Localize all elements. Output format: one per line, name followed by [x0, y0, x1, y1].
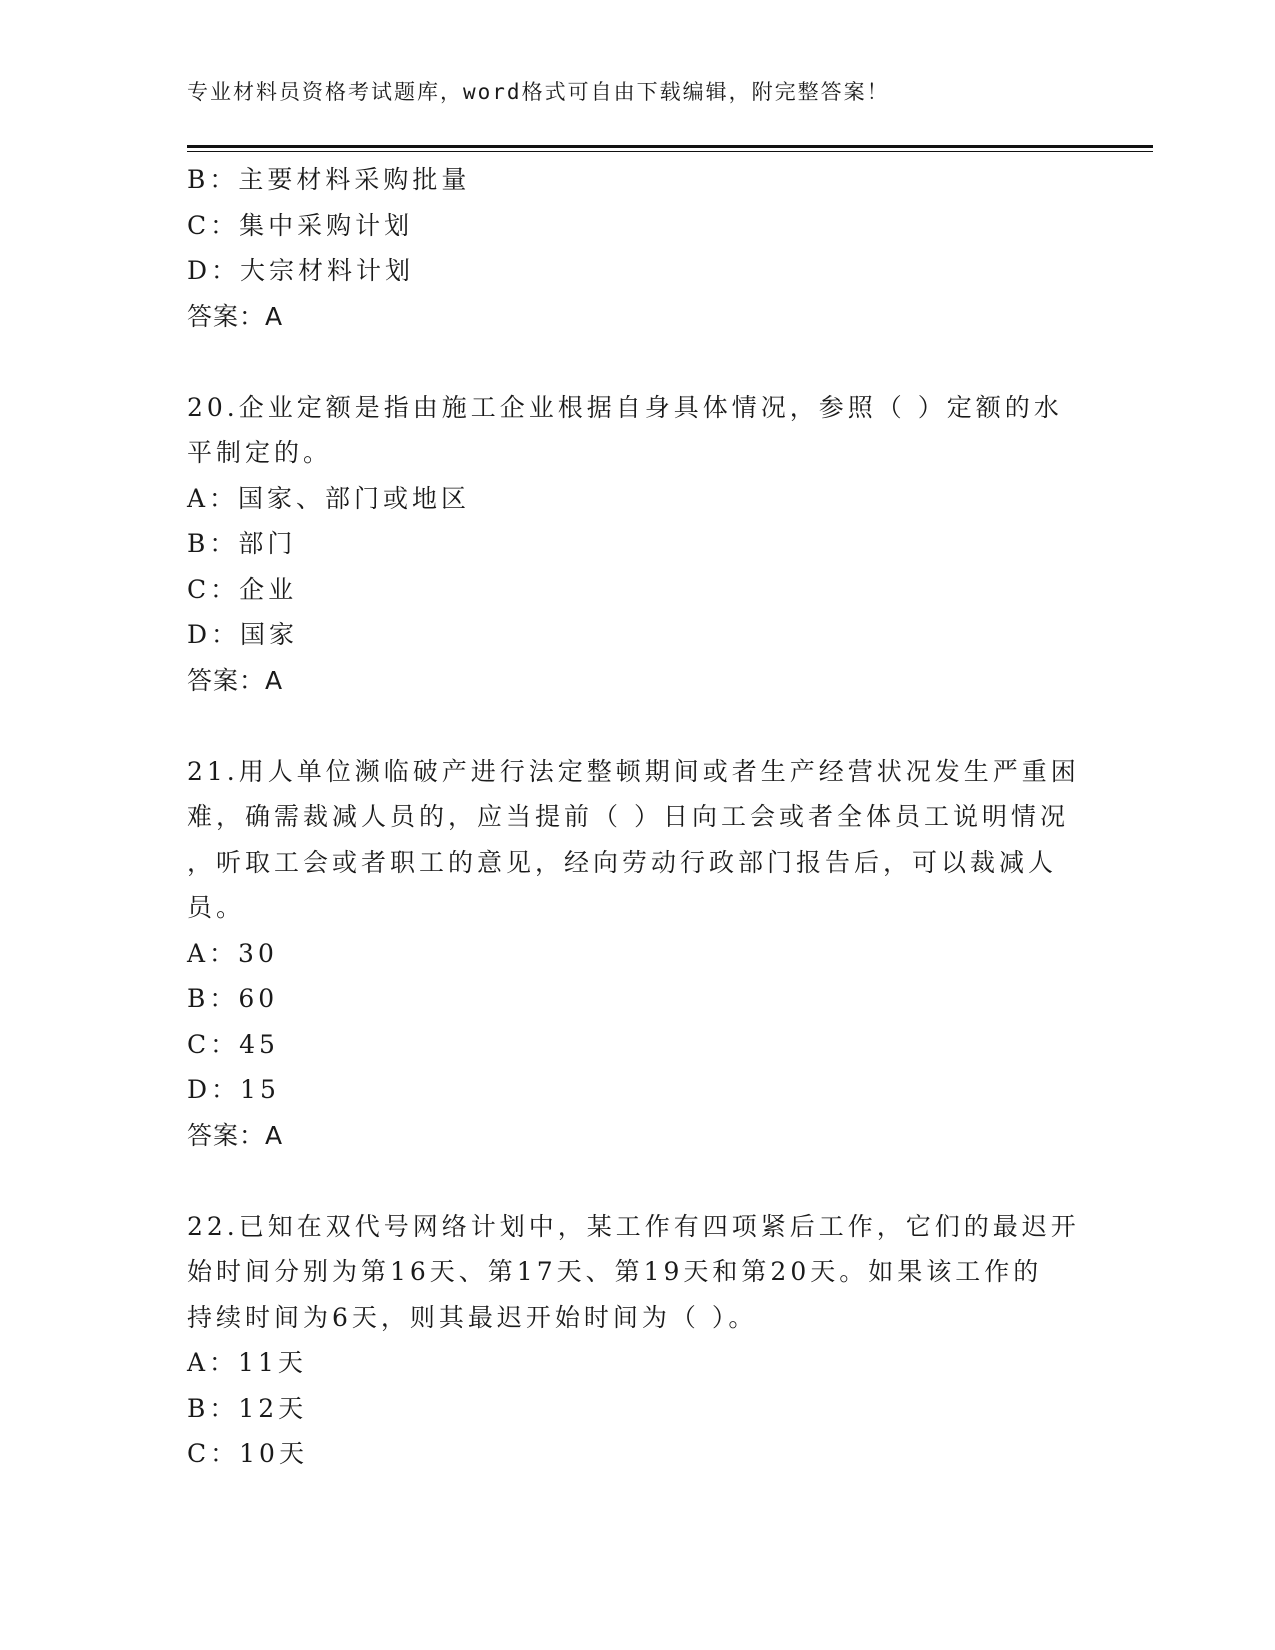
question-22 [187, 1204, 1087, 1477]
question-text-line: 员。 [187, 893, 246, 922]
option-d: D：国家 [187, 620, 299, 649]
option-b: B：主要材料采购批量 [187, 165, 471, 194]
option-d: D：15 [187, 1075, 280, 1104]
question-20 [187, 385, 1087, 704]
option-c: C：10天 [187, 1439, 308, 1468]
option-c: C：企业 [187, 574, 298, 604]
header-rule-thick [187, 145, 1153, 148]
option-b: B：60 [187, 984, 279, 1013]
option-b: B：12天 [187, 1393, 308, 1423]
option-a: A：11天 [187, 1348, 307, 1377]
question-list [187, 157, 1087, 1477]
question-text-line: 始时间分别为第16天、第17天、第19天和第20天。如果该工作的 [187, 1257, 1043, 1286]
question-text-line: ，听取工会或者职工的意见，经向劳动行政部门报告后，可以裁减人 [187, 847, 1058, 877]
answer: 答案：A [187, 301, 284, 331]
header-rule-thin [187, 151, 1153, 152]
question-text-line: 21.用人单位濒临破产进行法定整顿期间或者生产经营状况发生严重困 [187, 756, 1080, 786]
option-a: A：30 [187, 938, 278, 968]
option-c: C：45 [187, 1029, 279, 1059]
header-note: 专业材料员资格考试题库，word格式可自由下载编辑，附完整答案！ [187, 80, 890, 104]
answer: 答案：A [187, 1120, 284, 1150]
option-c: C：集中采购计划 [187, 210, 414, 240]
question-text-line: 平制定的。 [187, 438, 333, 467]
answer: 答案：A [187, 665, 284, 695]
question-21 [187, 749, 1087, 1159]
question-text-line: 20.企业定额是指由施工企业根据自身具体情况，参照（ ）定额的水 [187, 392, 1063, 422]
option-b: B：部门 [187, 529, 297, 558]
option-a: A：国家、部门或地区 [187, 483, 471, 513]
question-text-line: 难，确需裁减人员的，应当提前（ ）日向工会或者全体员工说明情况 [187, 802, 1069, 831]
question-19-tail [187, 157, 1087, 339]
question-text-line: 22.已知在双代号网络计划中，某工作有四项紧后工作，它们的最迟开 [187, 1211, 1080, 1241]
option-d: D：大宗材料计划 [187, 256, 415, 285]
question-text-line: 持续时间为6天，则其最迟开始时间为（ ）。 [187, 1302, 758, 1332]
